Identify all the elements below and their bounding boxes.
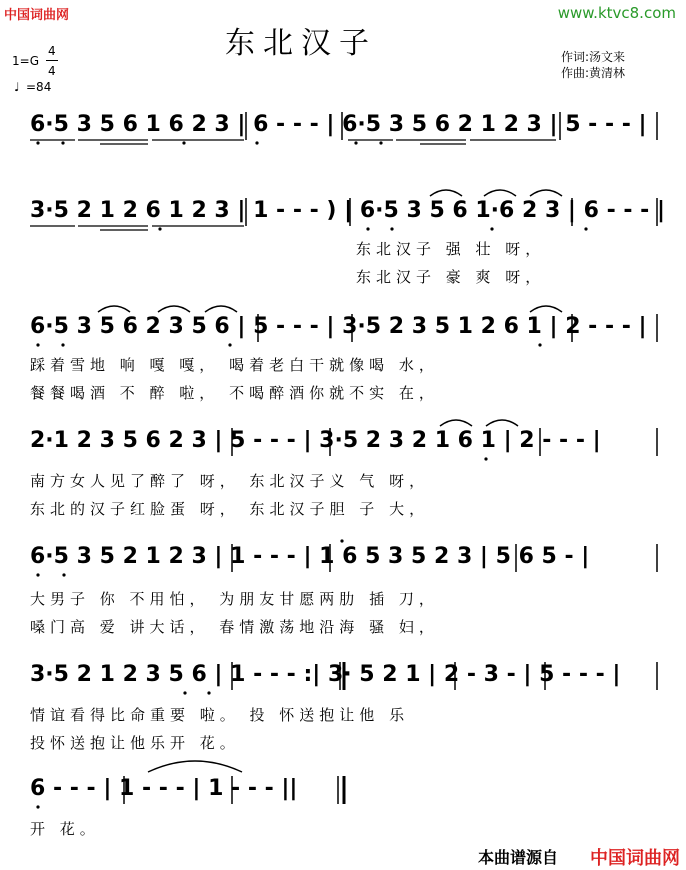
watermark-left: 中国词曲网 xyxy=(4,8,70,23)
time-signature-bottom: 4 xyxy=(48,64,56,78)
notation-row-2: 3·5 2 1 2 6 1 2 3 | 1 - - - ) | 6·5 3 5 6 1·6 2 3 | 6 - - - | xyxy=(30,198,666,223)
lyricist: 作词:汤文来 xyxy=(561,50,626,64)
source-site-link[interactable]: 中国词曲网 xyxy=(590,848,680,869)
lyrics-row-5-verse-1: 大男子 你 不用怕， 为朋友甘愿两肋 插 刀， xyxy=(30,590,439,608)
lyrics-row-3-verse-1: 踩着雪地 响 嘎 嘎， 喝着老白干就像喝 水， xyxy=(30,356,439,374)
notation-row-5: 6·5 3 5 2 1 2 3 | 1 - - - | 1 6 5 3 5 2 3 | 5 6 5 - | xyxy=(30,544,590,569)
lyrics-row-3-verse-2: 餐餐喝酒 不 醉 啦， 不喝醉酒你就不实 在， xyxy=(30,384,439,402)
notation-row-4: 2·1 2 3 5 6 2 3 | 5 - - - | 3·5 2 3 2 1 6 1 | 2 - - - | xyxy=(30,428,601,453)
lyrics-row-2-verse-2: 东北汉子 豪 爽 呀， xyxy=(356,268,546,286)
notation-row-6: 3·5 2 1 2 3 5 6 | 1 - - - :| 3· 5 2 1 | 2 - 3 - | 5 - - - | xyxy=(30,662,621,687)
notation-row-3: 6·5 3 5 6 2 3 5 6 | 5 - - - | 3·5 2 3 5 1 2 6 1 | 2 - - - | xyxy=(30,314,647,339)
lyrics-row-6-verse-1: 情谊看得比命重要 啦。 投 怀送抱让他 乐 xyxy=(30,706,410,724)
song-title: 东北汉子 xyxy=(225,26,377,61)
time-signature-top: 4 xyxy=(48,44,56,58)
lyrics-row-4-verse-2: 东北的汉子红脸蛋 呀， 东北汉子胆 子 大， xyxy=(30,500,430,518)
tempo-note-icon: ♩ xyxy=(14,80,20,94)
lyrics-row-7-verse-1: 开 花。 xyxy=(30,820,100,838)
notation-row-1: 6·5 3 5 6 1 6 2 3 | 6 - - - | 6·5 3 5 6 2 1 2 3 | 5 - - - | xyxy=(30,112,647,137)
composer: 作曲:黄清林 xyxy=(561,66,626,80)
lyrics-row-2-verse-1: 东北汉子 强 壮 呀， xyxy=(356,240,546,258)
source-label: 本曲谱源自 xyxy=(478,848,559,867)
notation-row-7: 6 - - - | 1 - - - | 1 - - - || xyxy=(30,776,298,801)
lyrics-row-5-verse-2: 嗓门高 爱 讲大话， 春情激荡地沿海 骚 妇， xyxy=(30,618,439,636)
tempo: =84 xyxy=(26,80,52,94)
lyrics-row-4-verse-1: 南方女人见了醉了 呀， 东北汉子义 气 呀， xyxy=(30,472,430,490)
lyrics-row-6-verse-2: 投怀送抱让他乐开 花。 xyxy=(30,734,240,752)
key-signature: 1=G xyxy=(12,54,39,68)
watermark-right: www.ktvc8.com xyxy=(557,4,676,22)
